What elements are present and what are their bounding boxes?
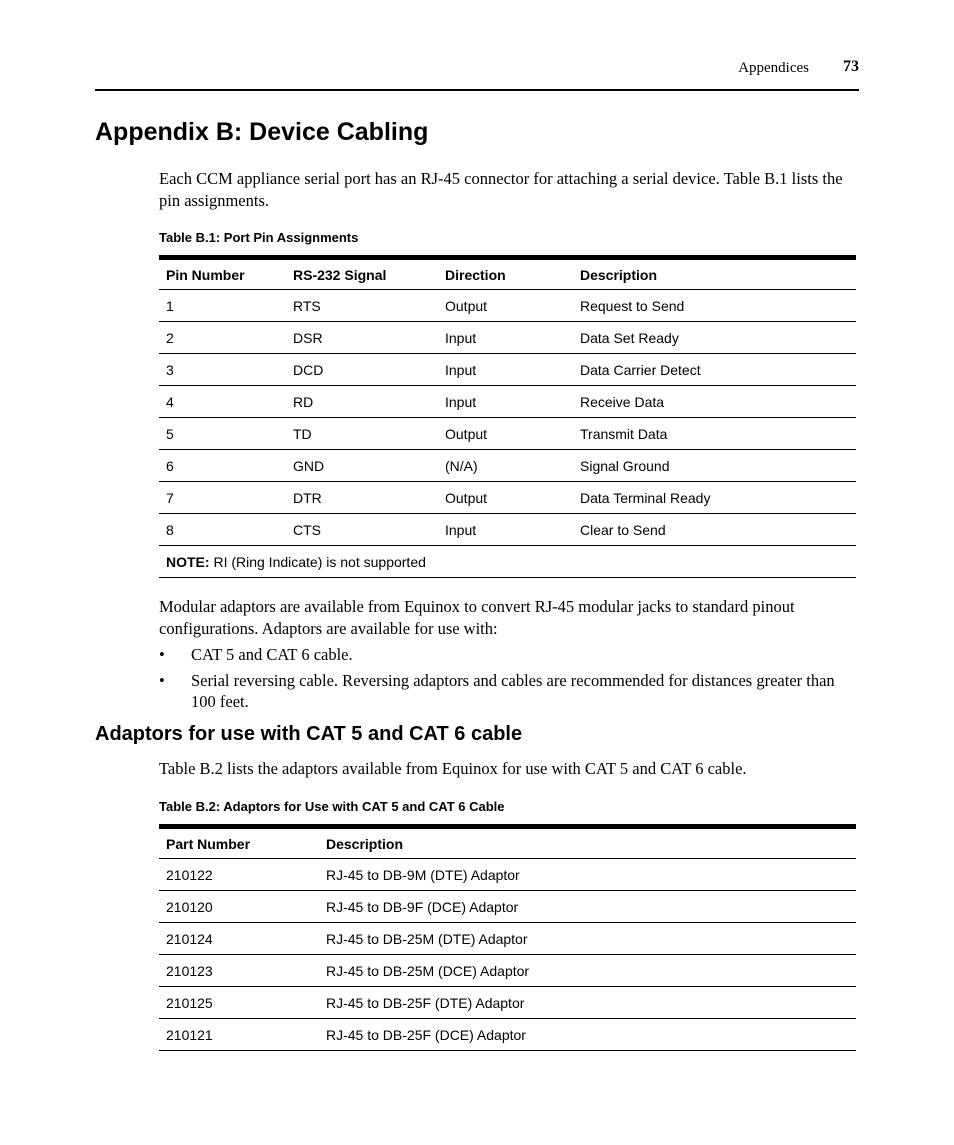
table-cell: Output	[438, 290, 573, 322]
table1-caption: Table B.1: Port Pin Assignments	[159, 230, 359, 245]
table-cell: 2	[159, 322, 286, 354]
table-cell: Transmit Data	[573, 418, 856, 450]
table-header-row	[159, 258, 856, 290]
table-row	[159, 859, 856, 891]
table-cell: RJ-45 to DB-25M (DCE) Adaptor	[319, 955, 856, 987]
table-header-row	[159, 827, 856, 859]
table-cell: Output	[438, 418, 573, 450]
running-header	[95, 58, 859, 80]
header-rule	[95, 89, 859, 91]
table-cell: 1	[159, 290, 286, 322]
column-header: RS-232 Signal	[293, 266, 387, 283]
table-cell: RTS	[286, 290, 438, 322]
table-cell: Output	[438, 482, 573, 514]
column-header: Direction	[445, 266, 506, 283]
list-item-text: Serial reversing cable. Reversing adaptors and cables are recommended for distances greater than 100 feet.	[191, 670, 835, 711]
table-cell: DTR	[286, 482, 438, 514]
table-row	[159, 290, 856, 322]
table-row	[159, 418, 856, 450]
table-cell: RJ-45 to DB-9F (DCE) Adaptor	[319, 891, 856, 923]
table-cell: 3	[159, 354, 286, 386]
table-cell: 210121	[159, 1019, 319, 1051]
table-row	[159, 891, 856, 923]
table-cell: 6	[159, 450, 286, 482]
list-item	[159, 670, 854, 713]
note-text: RI (Ring Indicate) is not supported	[209, 553, 426, 570]
table-note-row	[159, 546, 856, 578]
adaptors-paragraph: Modular adaptors are available from Equinox to convert RJ-45 modular jacks to standard pinout configurations. Adaptors are available for use with:	[159, 597, 795, 638]
table-cell: RJ-45 to DB-9M (DTE) Adaptor	[319, 859, 856, 891]
page-title: Appendix B: Device Cabling	[95, 118, 429, 146]
table-cell: 210123	[159, 955, 319, 987]
table-cell: Input	[438, 514, 573, 546]
table-cell: Clear to Send	[573, 514, 856, 546]
note-label: NOTE:	[166, 553, 210, 570]
table-cell: 8	[159, 514, 286, 546]
table-row	[159, 923, 856, 955]
table2-intro-paragraph: Table B.2 lists the adaptors available from Equinox for use with CAT 5 and CAT 6 cable.	[159, 759, 747, 778]
table-cell: Input	[438, 322, 573, 354]
table-cell: 4	[159, 386, 286, 418]
adaptors-table	[159, 824, 856, 1051]
table-cell: 210124	[159, 923, 319, 955]
table-cell: 210125	[159, 987, 319, 1019]
column-header: Part Number	[166, 835, 251, 852]
table-cell: 210120	[159, 891, 319, 923]
table-cell: 210122	[159, 859, 319, 891]
table-row	[159, 1019, 856, 1051]
table-row	[159, 354, 856, 386]
bullet-mark: •	[159, 645, 165, 664]
column-header: Description	[580, 266, 658, 283]
table-cell: Input	[438, 386, 573, 418]
table-cell: RD	[286, 386, 438, 418]
intro-paragraph: Each CCM appliance serial port has an RJ-45 connector for attaching a serial device. Table B.1 lists the pin assignments.	[159, 169, 843, 210]
table-row	[159, 450, 856, 482]
list-item	[159, 644, 854, 666]
table-cell: Receive Data	[573, 386, 856, 418]
table-note	[159, 546, 856, 578]
table-cell: TD	[286, 418, 438, 450]
table-cell: RJ-45 to DB-25F (DTE) Adaptor	[319, 987, 856, 1019]
table-row	[159, 482, 856, 514]
bullet-list	[159, 644, 854, 717]
table-cell: DCD	[286, 354, 438, 386]
table-row	[159, 322, 856, 354]
table-cell: Signal Ground	[573, 450, 856, 482]
table-cell: 7	[159, 482, 286, 514]
table-cell: Data Terminal Ready	[573, 482, 856, 514]
table-row	[159, 514, 856, 546]
table-cell: Data Carrier Detect	[573, 354, 856, 386]
column-header: Pin Number	[166, 266, 245, 283]
table-cell: (N/A)	[438, 450, 573, 482]
pin-assignments-table	[159, 255, 856, 578]
table-cell: Input	[438, 354, 573, 386]
list-item-text: CAT 5 and CAT 6 cable.	[191, 645, 353, 664]
table-cell: GND	[286, 450, 438, 482]
table-row	[159, 955, 856, 987]
table-row	[159, 987, 856, 1019]
table-cell: RJ-45 to DB-25F (DCE) Adaptor	[319, 1019, 856, 1051]
table-cell: DSR	[286, 322, 438, 354]
running-header-section: Appendices	[738, 60, 809, 76]
table-cell: Request to Send	[573, 290, 856, 322]
table-row	[159, 386, 856, 418]
table-cell: 5	[159, 418, 286, 450]
table-cell: RJ-45 to DB-25M (DTE) Adaptor	[319, 923, 856, 955]
table-cell: CTS	[286, 514, 438, 546]
page-number: 73	[843, 58, 859, 75]
section-heading: Adaptors for use with CAT 5 and CAT 6 cable	[95, 723, 523, 745]
column-header: Description	[326, 835, 404, 852]
table2-caption: Table B.2: Adaptors for Use with CAT 5 and CAT 6 Cable	[159, 799, 505, 814]
bullet-mark: •	[159, 670, 165, 690]
table-cell: Data Set Ready	[573, 322, 856, 354]
